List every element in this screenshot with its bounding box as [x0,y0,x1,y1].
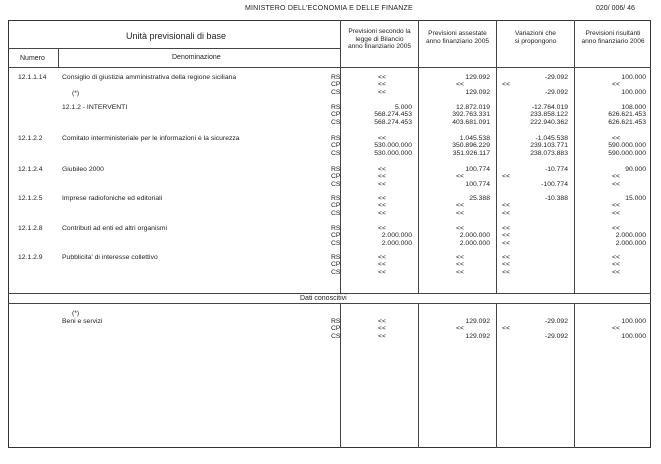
dati-bottom-line [8,303,651,304]
row-value-c1: 5.000 [394,104,412,111]
col2-divider-dati [418,303,419,448]
row-value-c1: << [378,88,386,96]
row-denominazione: Beni e servizi [62,318,103,325]
row-code: RS [331,318,341,325]
row-value-c2: 129.092 [465,88,490,96]
row-value-c2: 2.000.000 [459,239,490,247]
row-value-c1: << [378,135,386,142]
row-value-c4: 590.000.000 [608,142,646,150]
row-value-c4: << [612,173,620,181]
row-value-c2: << [456,202,464,210]
col-header-previsioni-legge: Previsioni secondo la legge di Bilancio anno finanziario 2005 [347,28,412,51]
row-denominazione: Pubblicita' di interesse collettivo [62,254,158,261]
row-code: CS [331,268,341,276]
col-header-previsioni-assestate: Previsioni assestate anno finanziario 2005 [425,30,490,45]
row-value-c4: 15.000 [625,195,646,202]
row-value-c2: << [456,325,464,333]
row-value-c4: << [612,209,620,217]
row-numero: 12.1.2.5 [18,195,43,202]
row-code: CS [331,332,341,340]
row-code: RS [331,135,341,142]
row-value-c3: -29.092 [544,74,568,81]
row-value-c3: -1.045.538 [535,135,568,142]
row-value-c3: << [502,202,510,210]
row-value-c4: 108.000 [621,104,646,111]
row-value-c4: 100.000 [621,332,646,340]
row-value-c4: 100.000 [621,318,646,325]
row-value-c1: << [378,173,386,181]
row-value-c4: << [612,225,620,232]
row-value-c2: << [456,209,464,217]
row-value-c2: 351.926.117 [452,149,490,157]
row-code: CP [331,111,341,119]
row-code: CP [331,173,341,181]
row-value-c3: << [502,232,510,240]
row-numero: 12.1.2.4 [18,166,43,173]
col-header-numero: Numero [20,55,45,62]
row-denominazione: Giubileo 2000 [62,166,104,173]
row-value-c2: 392.763.331 [452,111,490,119]
row-value-c3: -29.092 [544,318,568,325]
col3-divider [496,20,497,293]
row-value-c3: -100.774 [541,180,568,188]
row-value-c1: << [378,325,386,333]
row-value-c2: << [456,81,464,89]
row-value-c3: << [502,173,510,181]
row-value-c3: << [502,209,510,217]
dati-conoscitivi-label: Dati conoscitivi [300,295,347,302]
row-value-c2: 350.896.229 [452,142,490,150]
row-value-c1: << [378,254,386,261]
row-denominazione: Contributi ad enti ed altri organismi [62,225,168,232]
row-numero: 12.1.2.9 [18,254,43,261]
row-value-c1: << [378,261,386,269]
row-value-c4: << [612,202,620,210]
row-denominazione: Consiglio di giustizia amministrativa della regione siciliana [62,74,237,81]
row-value-c1: 568.274.453 [374,111,412,119]
row-value-c4: << [612,135,620,142]
row-code: RS [331,195,341,202]
row-denominazione: 12.1.2 - INTERVENTI [62,104,128,111]
row-value-c4: 100.000 [621,88,646,96]
row-value-c4: 2.000.000 [615,239,646,247]
row-value-c1: 2.000.000 [381,239,412,247]
row-code: CS [331,209,341,217]
row-value-c2: << [456,225,464,232]
row-value-c1: << [378,202,386,210]
row-value-c2: 129.092 [465,74,490,81]
row-value-c2: 25.388 [469,195,490,202]
row-value-c3: << [502,261,510,269]
row-value-c2: 1.045.538 [459,135,490,142]
budget-table-frame [8,20,651,448]
row-denominazione: Comitato interministeriale per le informazioni e la sicurezza [62,135,240,142]
col-header-denominazione: Denominazione [172,54,221,61]
row-value-c3: 222.940.362 [530,118,568,126]
row-value-c1: << [378,180,386,188]
row-value-c2: 100.774 [465,166,490,173]
row-value-c4: << [612,180,620,188]
row-value-c3: -12.764.019 [531,104,568,111]
row-value-c1: << [378,268,386,276]
row-value-c4: 100.000 [621,74,646,81]
row-value-c2: 129.092 [465,332,490,340]
row-denominazione: (*) [72,310,80,317]
row-code: CP [331,325,341,333]
col3-divider-dati [496,303,497,448]
row-value-c3: -10.774 [544,166,568,173]
row-value-c4: << [612,254,620,261]
row-code: CS [331,239,341,247]
row-code: RS [331,254,341,261]
col4-divider-dati [574,303,575,448]
row-value-c2: 129.092 [465,318,490,325]
row-code: CS [331,180,341,188]
row-value-c3: << [502,268,510,276]
page-reference: 020/ 006/ 46 [596,5,635,12]
row-value-c2: << [456,268,464,276]
row-value-c4: 626.621.453 [608,111,646,119]
col2-divider [418,20,419,293]
row-value-c1: << [378,81,386,89]
row-value-c2: 2.000.000 [459,232,490,240]
row-value-c3: << [502,225,510,232]
row-numero: 12.1.2.2 [18,135,43,142]
row-value-c1: << [378,209,386,217]
row-value-c3: -29.092 [544,332,568,340]
numero-col-divider [58,48,59,67]
row-code: CP [331,232,341,240]
row-value-c2: 12.872.019 [455,104,490,111]
row-code: CP [331,81,341,89]
row-value-c3: -29.092 [544,88,568,96]
row-denominazione: (*) [72,90,80,97]
row-value-c2: 403.681.091 [452,118,490,126]
row-value-c3: << [502,239,510,247]
row-value-c3: 238.073.883 [530,149,568,157]
row-code: CP [331,261,341,269]
row-code: CS [331,118,341,126]
row-value-c4: << [612,268,620,276]
row-value-c3: << [502,325,510,333]
row-value-c3: -10.388 [544,195,568,202]
row-value-c1: << [378,318,386,325]
row-value-c3: << [502,81,510,89]
col-header-variazioni: Variazioni che si propongono [514,30,557,45]
row-denominazione: Imprese radiofoniche ed editoriali [62,195,163,202]
row-value-c1: 2.000.000 [381,232,412,240]
header-bottom-line [8,67,651,68]
row-code: RS [331,166,341,173]
row-value-c2: << [456,173,464,181]
row-value-c2: << [456,254,464,261]
row-value-c4: << [612,81,620,89]
row-value-c4: << [612,325,620,333]
row-value-c1: << [378,195,386,202]
row-code: RS [331,74,341,81]
row-value-c3: 233.858.122 [530,111,568,119]
row-code: RS [331,104,341,111]
row-value-c3: 239.103.771 [530,142,568,150]
col4-divider [574,20,575,293]
col-header-previsioni-risultanti: Previsioni risultanti anno finanziario 2006 [581,30,645,45]
row-value-c4: << [612,261,620,269]
row-code: CS [331,88,341,96]
row-value-c1: << [378,166,386,173]
row-value-c1: 530.000.000 [374,149,412,157]
row-value-c4: 626.621.453 [608,118,646,126]
row-value-c1: << [378,74,386,81]
row-code: CS [331,149,341,157]
row-value-c4: 2.000.000 [615,232,646,240]
ministry-header: MINISTERO DELL'ECONOMIA E DELLE FINANZE [245,5,413,12]
row-value-c2: 100.774 [465,180,490,188]
row-value-c4: 590.000.000 [608,149,646,157]
row-value-c2: << [456,261,464,269]
row-numero: 12.1.1.14 [18,74,47,81]
row-code: CP [331,202,341,210]
row-value-c1: << [378,225,386,232]
row-numero: 12.1.2.8 [18,225,43,232]
row-value-c1: << [378,332,386,340]
row-code: CP [331,142,341,150]
row-value-c1: 568.274.453 [374,118,412,126]
row-code: RS [331,225,341,232]
row-value-c1: 530.000.000 [374,142,412,150]
table-title: Unità previsionali di base [126,31,227,41]
row-value-c3: << [502,254,510,261]
row-value-c4: 90.000 [625,166,646,173]
dati-top-line [8,293,651,294]
